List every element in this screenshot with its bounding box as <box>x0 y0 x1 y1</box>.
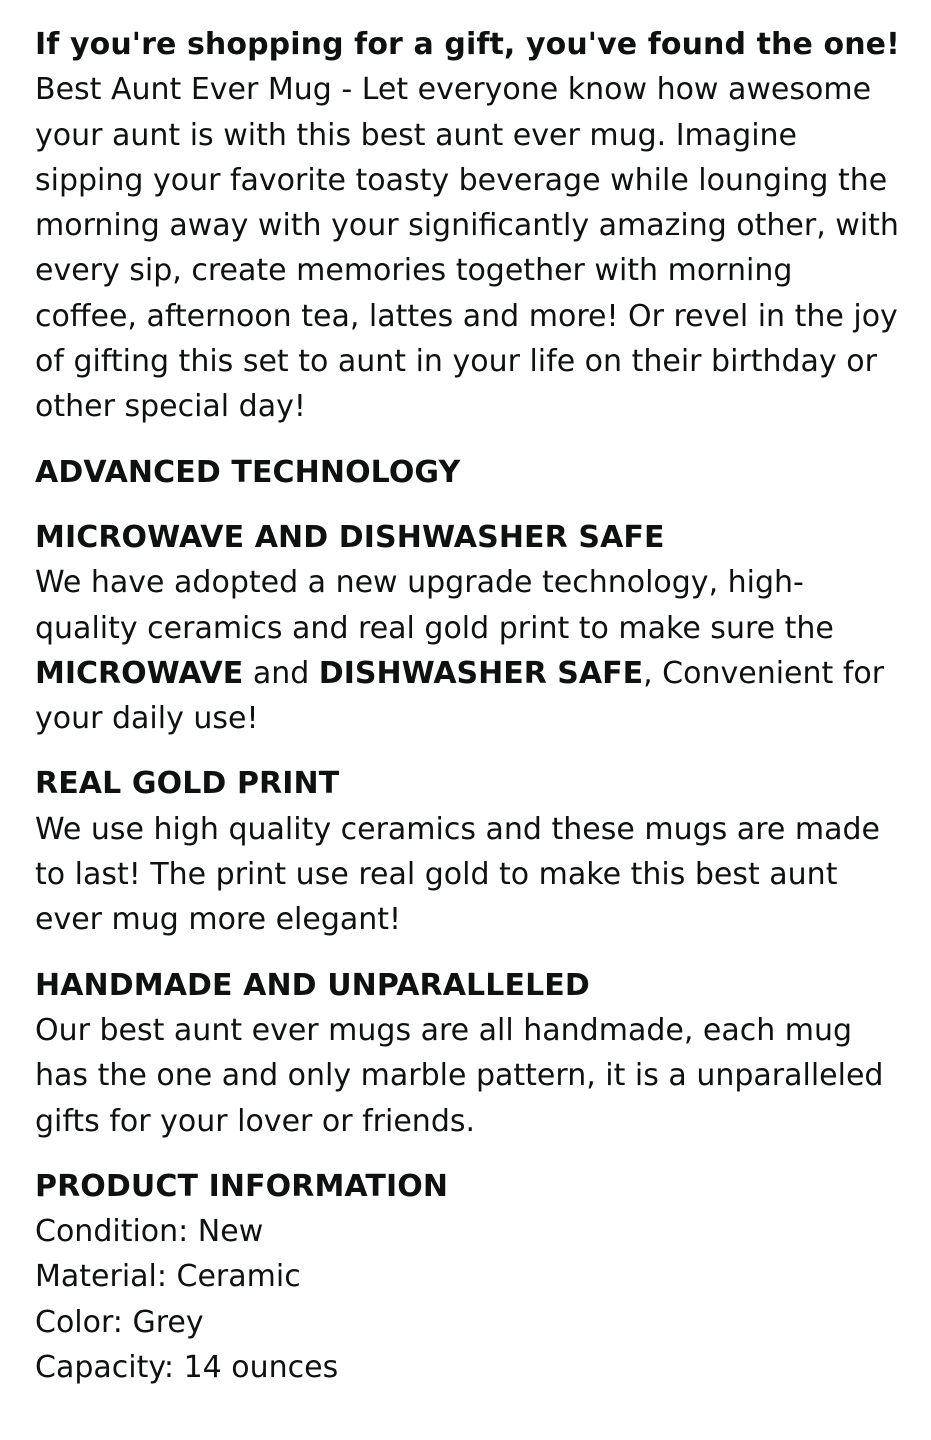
microwave-text <box>35 560 901 741</box>
color-line: Color: Grey <box>35 1304 204 1340</box>
gold-print-text: We use high quality ceramics and these mugs are made to last! The print use real gold to make this best aunt ever mug more elegant! <box>35 811 880 938</box>
product-information-section <box>35 1164 901 1390</box>
handmade-section <box>35 963 901 1144</box>
advanced-technology-heading: ADVANCED TECHNOLOGY <box>35 454 461 490</box>
gold-print-heading: REAL GOLD PRINT <box>35 766 340 802</box>
microwave-section <box>35 515 901 741</box>
intro-heading: If you're shopping for a gift, you've found the one! <box>35 27 900 62</box>
gold-print-section <box>35 761 901 942</box>
handmade-text: Our best aunt ever mugs are all handmade, each mug has the one and only marble pattern, it is a unparalleled gifts for your lover or friends. <box>35 1012 884 1139</box>
condition-line: Condition: New <box>35 1214 264 1250</box>
microwave-text-part3: , Convenient for your daily use! <box>35 655 885 737</box>
microwave-text-part2: and <box>243 655 319 691</box>
microwave-bold-term: MICROWAVE <box>35 655 244 691</box>
microwave-text-part1: We have adopted a new upgrade technology, high-quality ceramics and real gold print to make sure the <box>35 565 834 646</box>
product-information-heading: PRODUCT INFORMATION <box>35 1168 449 1204</box>
advanced-technology-section <box>35 450 901 495</box>
dishwasher-bold-term: DISHWASHER SAFE <box>318 655 644 691</box>
intro-text: Best Aunt Ever Mug - Let everyone know how awesome your aunt is with this best aunt ever mug. Imagine sipping your favorite toasty beverage while lounging the morning away with your significantly amazing other, with every sip, create memories together with morning coffee, afternoon tea, lattes and more! Or revel in the joy of gifting this set to aunt in your life on their birthday or other special day! <box>35 72 899 425</box>
capacity-line: Capacity: 14 ounces <box>35 1350 339 1386</box>
microwave-heading: MICROWAVE AND DISHWASHER SAFE <box>35 519 665 555</box>
handmade-heading: HANDMADE AND UNPARALLELED <box>35 967 590 1003</box>
intro-section <box>35 22 901 430</box>
material-line: Material: Ceramic <box>35 1259 301 1295</box>
